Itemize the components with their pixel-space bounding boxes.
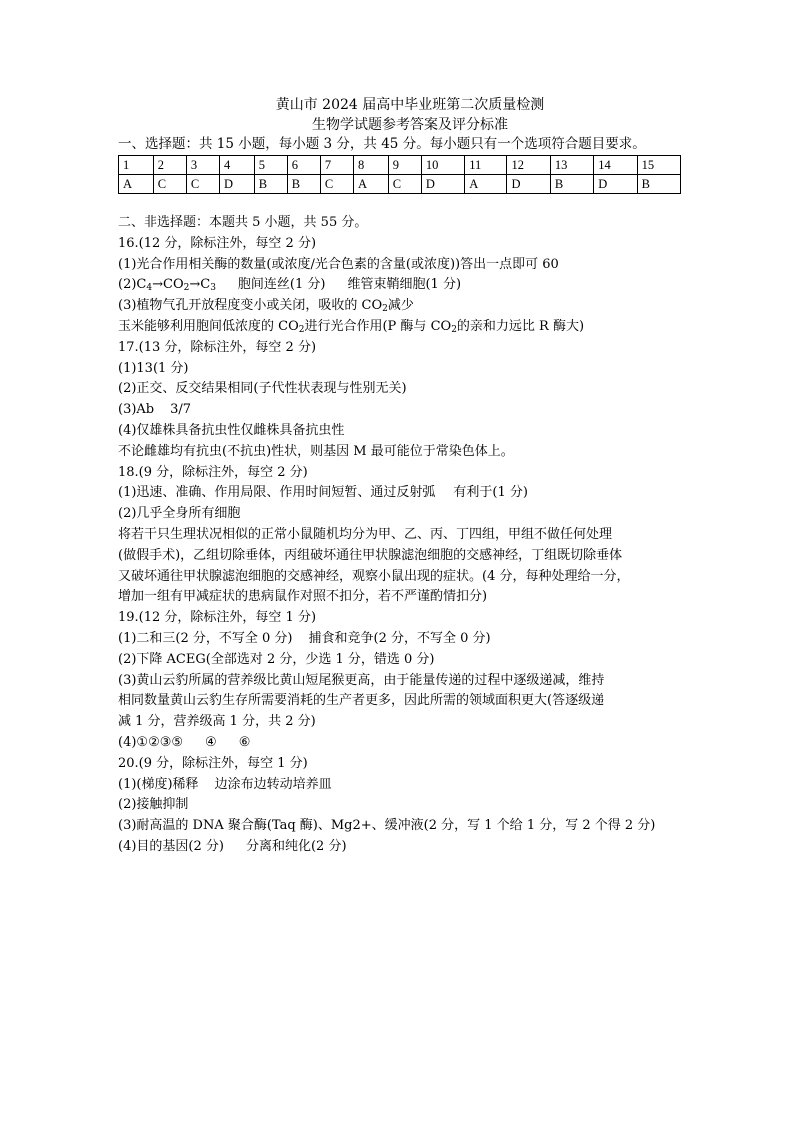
q16-a2-text: 胞间连丝(1 分) <box>237 277 326 293</box>
answer-cell: B <box>254 175 287 194</box>
subscript: 2 <box>382 304 388 315</box>
answer-cell: D <box>219 175 254 194</box>
q19-a1-text: (1)二和三(2 分，不写全 0 分) <box>118 630 293 646</box>
q18-a1-text: (1)迅速、准确、作用局限、作用时间短暂、通过反射弧 <box>118 485 436 501</box>
q19-a6-text: ④ <box>205 734 217 750</box>
answer-cell: C <box>388 175 421 194</box>
q16-answer-3 <box>118 296 680 317</box>
q20-a4-text: 分离和纯化(2 分) <box>245 838 347 854</box>
answer-key-page <box>118 95 680 858</box>
answer-cell: A <box>353 175 388 194</box>
q18-answer-4: (做假手术)，乙组切除垂体，丙组破坏通往甲状腺滤泡细胞的交感神经，丁组既切除垂体 <box>118 547 623 563</box>
q19-answer-5: 减 1 分，营养级高 1 分，共 2 分) <box>118 714 316 730</box>
q16-answer-4 <box>118 317 680 338</box>
question-number-cell: 2 <box>153 156 186 175</box>
q16-a2-text: (2)C <box>118 277 147 293</box>
q18-heading: 18.(9 分，除标注外，每空 2 分) <box>118 464 308 480</box>
q19-answer-1 <box>118 629 680 650</box>
q16-a2-text: →CO <box>152 277 184 293</box>
q16-a4-text: 玉米能够利用胞间低浓度的 CO <box>118 318 299 334</box>
question-number-cell: 15 <box>637 156 680 175</box>
q16-answer-1: (1)光合作用相关酶的数量(或浓度/光合色素的含量(或浓度))答出一点即可 60 <box>118 256 559 272</box>
subscript: 4 <box>146 283 153 294</box>
page-title: 黄山市 2024 届高中毕业班第二次质量检测 <box>275 97 545 113</box>
question-number-cell: 10 <box>421 156 464 175</box>
answer-cell: B <box>637 175 680 194</box>
q16-a3-text: 减少 <box>387 298 414 314</box>
question-number-cell: 14 <box>594 156 637 175</box>
q18-answer-6: 增加一组有甲减症状的患病鼠作对照不扣分，若不严谨酌情扣分) <box>118 589 488 605</box>
answer-row <box>119 175 681 194</box>
q16-a2-text: 维管束鞘细胞(1 分) <box>347 277 462 293</box>
question-number-cell: 6 <box>287 156 320 175</box>
q17-a3-text: (3)Ab <box>118 402 155 418</box>
answer-cell: A <box>119 175 154 194</box>
answer-table <box>118 155 681 194</box>
section2-heading: 二、非选择题：本题共 5 小题，共 55 分。 <box>118 215 368 230</box>
q19-answer-4: 相同数量黄山云豹生存所需要消耗的生产者更多，因此所需的领域面积更大(答逐级递 <box>118 693 605 709</box>
question-number-cell: 7 <box>320 156 353 175</box>
q17-answer-1: (1)13(1 分) <box>118 360 189 376</box>
question-number-row <box>119 156 681 175</box>
q19-a1-text: 捕食和竞争(2 分，不写全 0 分) <box>308 630 491 646</box>
q17-a3-text: 3/7 <box>170 402 192 418</box>
q18-a1-text: 有利于(1 分) <box>453 485 528 501</box>
question-number-cell: 9 <box>388 156 421 175</box>
question-number-cell: 3 <box>186 156 219 175</box>
answer-cell: D <box>594 175 637 194</box>
section2 <box>118 213 680 858</box>
q19-answer-6 <box>118 733 680 754</box>
answer-cell: C <box>186 175 219 194</box>
subscript: 3 <box>210 283 216 294</box>
section1-heading: 一、选择题：共 15 小题，每小题 3 分，共 45 分。每小题只有一个选项符合题目要求。 <box>118 136 646 152</box>
q20-a4-text: (4)目的基因(2 分) <box>118 838 224 854</box>
q19-answer-3: (3)黄山云豹所属的营养级比黄山短尾猴更高，由于能量传递的过程中逐级递减，维持 <box>118 672 605 688</box>
q20-answer-3: (3)耐高温的 DNA 聚合酶(Taq 酶)、Mg2+、缓冲液(2 分，写 1 个给 1 分，写 2 个得 2 分) <box>118 818 656 834</box>
question-number-cell: 13 <box>550 156 593 175</box>
question-number-cell: 1 <box>119 156 154 175</box>
answer-cell: B <box>287 175 320 194</box>
question-number-cell: 4 <box>219 156 254 175</box>
question-number-cell: 8 <box>353 156 388 175</box>
q18-answer-2: (2)几乎全身所有细胞 <box>118 506 241 522</box>
answer-cell: A <box>465 175 507 194</box>
q20-a1-text: 边涂布边转动培养皿 <box>214 776 332 792</box>
question-number-cell: 11 <box>465 156 507 175</box>
page-subtitle: 生物学试题参考答案及评分标准 <box>312 117 508 133</box>
q16-answer-2 <box>118 275 680 296</box>
q16-a3-text: (3)植物气孔开放程度变小或关闭，吸收的 CO <box>118 298 383 314</box>
q20-heading: 20.(9 分，除标注外，每空 1 分) <box>118 755 308 771</box>
answer-cell: C <box>153 175 186 194</box>
q17-answer-2: (2)正交、反交结果相同(子代性状表现与性别无关) <box>118 381 407 397</box>
q17-answer-5: 不论雌雄均有抗虫(不抗虫)性状，则基因 M 最可能位于常染色体上。 <box>118 443 514 459</box>
q18-answer-5: 又破坏通往甲状腺滤泡细胞的交感神经，观察小鼠出现的症状。(4 分，每种处理给一分， <box>118 568 630 584</box>
q17-heading: 17.(13 分，除标注外，每空 2 分) <box>118 339 317 355</box>
q16-a2-text: →C <box>189 277 211 293</box>
q16-heading: 16.(12 分，除标注外，每空 2 分) <box>118 235 317 251</box>
q18-answer-3: 将若干只生理状况相似的正常小鼠随机均分为甲、乙、丙、丁四组，甲组不做任何处理 <box>118 526 613 542</box>
q18-answer-1 <box>118 483 680 504</box>
subscript: 2 <box>183 283 190 294</box>
q19-a6-text: (4)①②③⑤ <box>118 734 184 750</box>
answer-cell: D <box>421 175 464 194</box>
q20-answer-1 <box>118 775 680 796</box>
q16-a4-text: 进行光合作用(P 酶与 CO <box>304 318 452 334</box>
q16-a4-text: 的亲和力远比 R 酶大) <box>456 318 585 334</box>
q17-answer-3 <box>118 400 680 421</box>
answer-cell: D <box>507 175 550 194</box>
q19-a6-text: ⑥ <box>238 734 251 750</box>
subscript: 2 <box>451 324 457 335</box>
q20-answer-2: (2)接触抑制 <box>118 797 189 813</box>
q20-a1-text: (1)(梯度)稀释 <box>118 776 199 792</box>
subscript: 2 <box>298 324 305 335</box>
q19-heading: 19.(12 分，除标注外，每空 1 分) <box>118 610 317 626</box>
question-number-cell: 5 <box>254 156 287 175</box>
q19-answer-2: (2)下降 ACEG(全部选对 2 分，少选 1 分，错选 0 分) <box>118 651 435 667</box>
question-number-cell: 12 <box>507 156 550 175</box>
q17-answer-4: (4)仅雄株具备抗虫性仅雌株具备抗虫性 <box>118 422 345 438</box>
q20-answer-4 <box>118 837 680 858</box>
answer-cell: C <box>320 175 353 194</box>
answer-cell: B <box>550 175 593 194</box>
